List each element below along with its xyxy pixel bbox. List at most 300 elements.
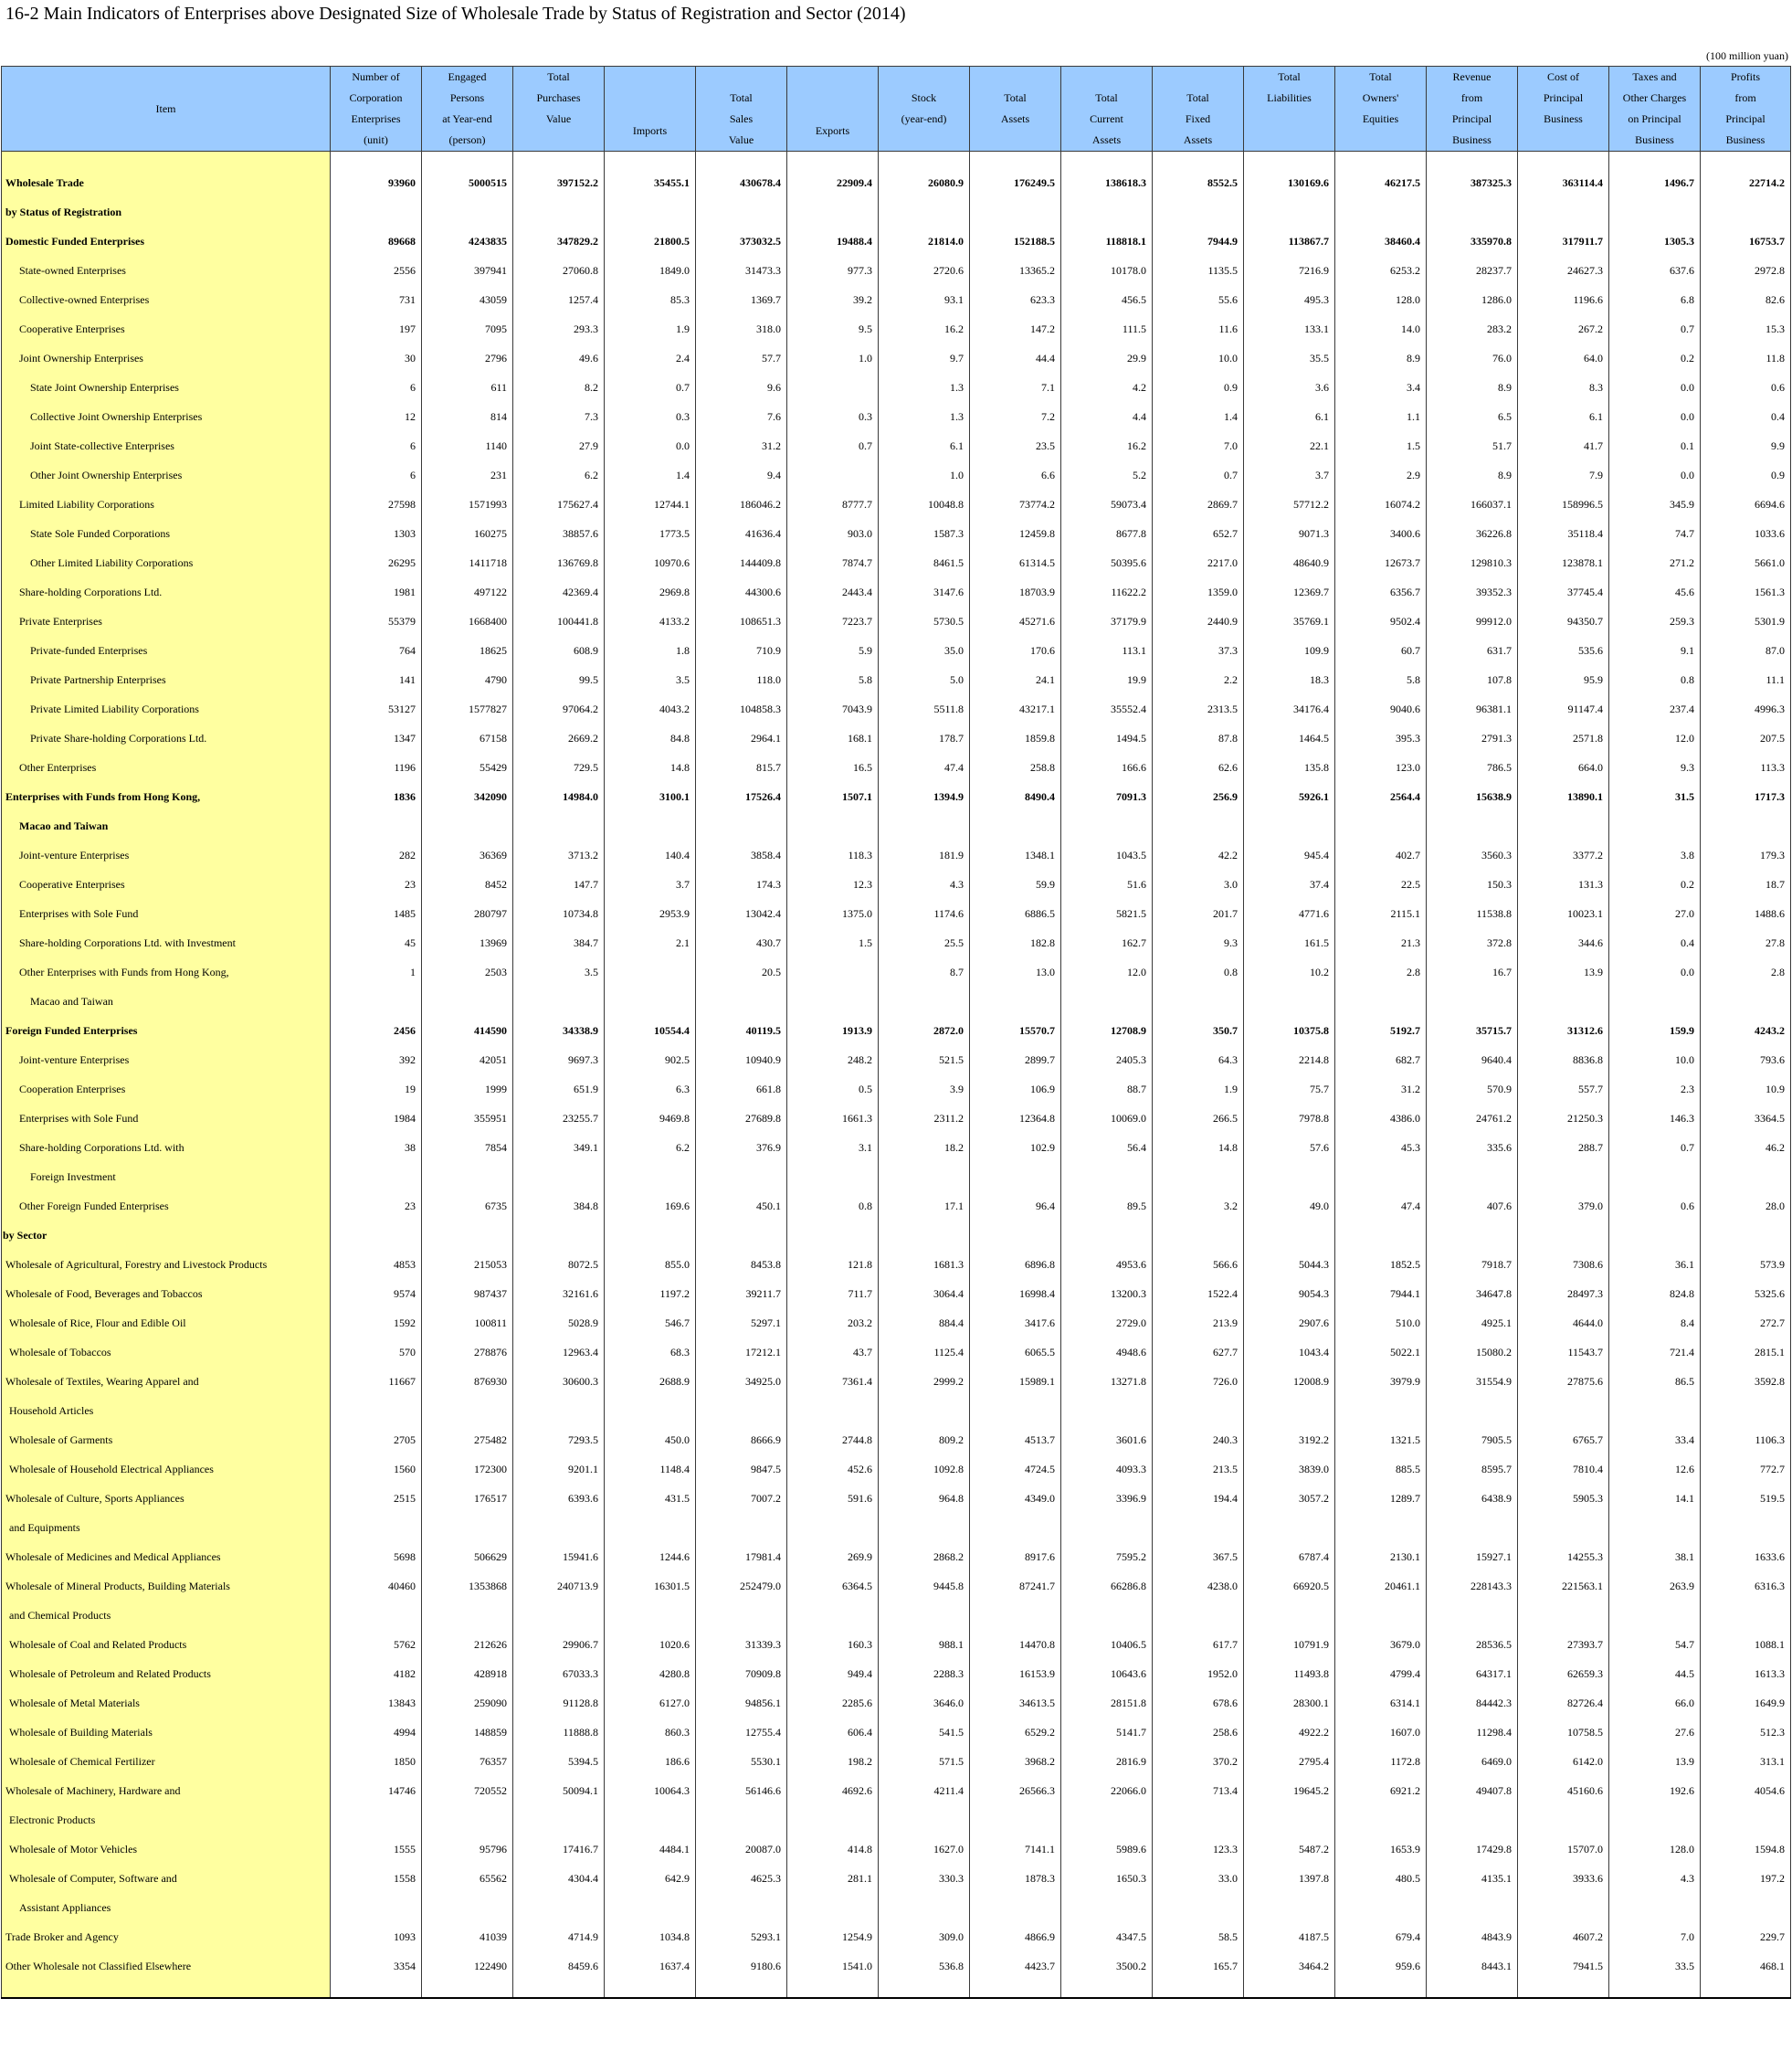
hdr-line: Business: [1452, 133, 1492, 146]
value-cell: 1244.6: [605, 1542, 696, 1571]
value-cell: 24.1: [970, 665, 1061, 694]
value-cell: 66286.8: [1061, 1571, 1153, 1601]
value-cell: [1518, 1513, 1609, 1542]
value-cell: 28497.3: [1518, 1279, 1609, 1308]
value-cell: 19: [331, 1074, 422, 1104]
value-cell: 93.1: [879, 285, 970, 314]
value-cell: [422, 1893, 513, 1922]
value-cell: [605, 957, 696, 987]
value-cell: [513, 1513, 605, 1542]
value-cell: 6.6: [970, 460, 1061, 490]
table-row: [2, 899, 1791, 928]
value-cell: 100441.8: [513, 607, 605, 636]
value-cell: 510.0: [1335, 1308, 1427, 1337]
value-cell: 2869.7: [1153, 490, 1244, 519]
row-label: Joint-venture Enterprises: [2, 840, 331, 870]
row-label: Electronic Products: [2, 1805, 331, 1834]
table-row: [2, 1718, 1791, 1747]
value-cell: 407.6: [1427, 1191, 1518, 1221]
value-cell: 4484.1: [605, 1834, 696, 1864]
value-cell: 9.5: [787, 314, 879, 344]
value-cell: [331, 152, 422, 169]
value-cell: 33.0: [1153, 1864, 1244, 1893]
value-cell: 13.9: [1609, 1747, 1701, 1776]
value-cell: 4054.6: [1701, 1776, 1791, 1805]
value-cell: 1088.1: [1701, 1630, 1791, 1659]
value-cell: 1353868: [422, 1571, 513, 1601]
row-label: Wholesale of Agricultural, Forestry and Livestock Products: [2, 1250, 331, 1279]
value-cell: 160.3: [787, 1630, 879, 1659]
value-cell: 109.9: [1244, 636, 1335, 665]
value-cell: 2744.8: [787, 1425, 879, 1454]
col-persons: [422, 67, 513, 152]
value-cell: 11.1: [1701, 665, 1791, 694]
value-cell: [879, 1221, 970, 1250]
value-cell: [696, 1221, 787, 1250]
value-cell: 207.5: [1701, 724, 1791, 753]
row-label: Wholesale of Metal Materials: [2, 1688, 331, 1718]
value-cell: 84442.3: [1427, 1688, 1518, 1718]
value-cell: 258.6: [1153, 1718, 1244, 1747]
value-cell: 1257.4: [513, 285, 605, 314]
hdr-line: Cost of: [1546, 70, 1579, 83]
value-cell: [970, 1396, 1061, 1425]
hdr-line: Business: [1725, 133, 1766, 146]
value-cell: 1172.8: [1335, 1747, 1427, 1776]
value-cell: [696, 1981, 787, 1998]
value-cell: 4866.9: [970, 1922, 1061, 1951]
value-cell: 1913.9: [787, 1016, 879, 1045]
value-cell: 87.8: [1153, 724, 1244, 753]
value-cell: [879, 1162, 970, 1191]
value-cell: 1577827: [422, 694, 513, 724]
value-cell: 13042.4: [696, 899, 787, 928]
value-cell: 4243835: [422, 227, 513, 256]
value-cell: [513, 811, 605, 840]
value-cell: [970, 1162, 1061, 1191]
value-cell: [1061, 1805, 1153, 1834]
value-cell: 14984.0: [513, 782, 605, 811]
value-cell: 70909.8: [696, 1659, 787, 1688]
value-cell: 33.4: [1609, 1425, 1701, 1454]
value-cell: 10643.6: [1061, 1659, 1153, 1688]
value-cell: [1427, 1162, 1518, 1191]
value-cell: 627.7: [1153, 1337, 1244, 1367]
hdr-line: Total: [730, 91, 753, 104]
value-cell: [605, 1981, 696, 1998]
value-cell: 3.5: [605, 665, 696, 694]
value-cell: 35455.1: [605, 168, 696, 197]
row-label: by Sector: [2, 1221, 331, 1250]
value-cell: 7.0: [1609, 1922, 1701, 1951]
value-cell: 35118.4: [1518, 519, 1609, 548]
value-cell: 64317.1: [1427, 1659, 1518, 1688]
value-cell: 9847.5: [696, 1454, 787, 1484]
value-cell: 1303: [331, 519, 422, 548]
value-cell: 6896.8: [970, 1250, 1061, 1279]
value-cell: 1984: [331, 1104, 422, 1133]
value-cell: 570.9: [1427, 1074, 1518, 1104]
value-cell: 1411718: [422, 548, 513, 577]
value-cell: 682.7: [1335, 1045, 1427, 1074]
value-cell: 22909.4: [787, 168, 879, 197]
value-cell: 1494.5: [1061, 724, 1153, 753]
value-cell: 278876: [422, 1337, 513, 1367]
value-cell: 170.6: [970, 636, 1061, 665]
value-cell: 221563.1: [1518, 1571, 1609, 1601]
value-cell: 272.7: [1701, 1308, 1791, 1337]
value-cell: 135.8: [1244, 753, 1335, 782]
value-cell: 8.9: [1335, 344, 1427, 373]
table-row: [2, 197, 1791, 227]
value-cell: 6694.6: [1701, 490, 1791, 519]
row-label: State Joint Ownership Enterprises: [2, 373, 331, 402]
value-cell: 1.5: [1335, 431, 1427, 460]
item-cell: [2, 1981, 331, 1998]
value-cell: 47.4: [879, 753, 970, 782]
value-cell: 2815.1: [1701, 1337, 1791, 1367]
value-cell: 1560: [331, 1454, 422, 1484]
value-cell: 3364.5: [1701, 1104, 1791, 1133]
col-purchases: [513, 67, 605, 152]
value-cell: 13.9: [1518, 957, 1609, 987]
table-row: [2, 928, 1791, 957]
value-cell: 4994: [331, 1718, 422, 1747]
value-cell: 2964.1: [696, 724, 787, 753]
value-cell: 76.0: [1427, 344, 1518, 373]
value-cell: 31554.9: [1427, 1367, 1518, 1396]
value-cell: 611: [422, 373, 513, 402]
value-cell: 140.4: [605, 840, 696, 870]
col-stock: [879, 67, 970, 152]
value-cell: [1153, 1601, 1244, 1630]
table-row: [2, 1630, 1791, 1659]
value-cell: [1427, 197, 1518, 227]
value-cell: [605, 1513, 696, 1542]
value-cell: 59073.4: [1061, 490, 1153, 519]
value-cell: 5730.5: [879, 607, 970, 636]
value-cell: 2443.4: [787, 577, 879, 607]
value-cell: 4513.7: [970, 1425, 1061, 1454]
table-row: [2, 1747, 1791, 1776]
value-cell: [605, 197, 696, 227]
value-cell: 4724.5: [970, 1454, 1061, 1484]
value-cell: 8552.5: [1153, 168, 1244, 197]
value-cell: 5301.9: [1701, 607, 1791, 636]
value-cell: 113867.7: [1244, 227, 1335, 256]
hdr-line: Sales: [729, 112, 754, 125]
value-cell: 10940.9: [696, 1045, 787, 1074]
value-cell: 5.2: [1061, 460, 1153, 490]
row-label: Collective Joint Ownership Enterprises: [2, 402, 331, 431]
value-cell: [1244, 1601, 1335, 1630]
value-cell: 128.0: [1335, 285, 1427, 314]
value-cell: 2440.9: [1153, 607, 1244, 636]
value-cell: 1633.6: [1701, 1542, 1791, 1571]
value-cell: 108651.3: [696, 607, 787, 636]
row-label: Macao and Taiwan: [2, 811, 331, 840]
value-cell: 1394.9: [879, 782, 970, 811]
value-cell: 428918: [422, 1659, 513, 1688]
value-cell: 20087.0: [696, 1834, 787, 1864]
value-cell: [331, 811, 422, 840]
value-cell: 12744.1: [605, 490, 696, 519]
value-cell: 89668: [331, 227, 422, 256]
value-cell: 5989.6: [1061, 1834, 1153, 1864]
value-cell: 15570.7: [970, 1016, 1061, 1045]
value-cell: 4043.2: [605, 694, 696, 724]
value-cell: [1701, 1805, 1791, 1834]
value-cell: 17212.1: [696, 1337, 787, 1367]
value-cell: 67033.3: [513, 1659, 605, 1688]
value-cell: [1061, 1162, 1153, 1191]
row-label: Assistant Appliances: [2, 1893, 331, 1922]
value-cell: [331, 197, 422, 227]
value-cell: 1613.3: [1701, 1659, 1791, 1688]
value-cell: 7361.4: [787, 1367, 879, 1396]
value-cell: 30600.3: [513, 1367, 605, 1396]
value-cell: 959.6: [1335, 1951, 1427, 1981]
value-cell: 22.1: [1244, 431, 1335, 460]
value-cell: [1244, 1162, 1335, 1191]
value-cell: 1106.3: [1701, 1425, 1791, 1454]
value-cell: 40119.5: [696, 1016, 787, 1045]
value-cell: 363114.4: [1518, 168, 1609, 197]
value-cell: [1153, 1805, 1244, 1834]
value-cell: 0.5: [787, 1074, 879, 1104]
value-cell: 194.4: [1153, 1484, 1244, 1513]
value-cell: [1609, 1893, 1701, 1922]
value-cell: 726.0: [1153, 1367, 1244, 1396]
value-cell: 35769.1: [1244, 607, 1335, 636]
value-cell: 3.5: [513, 957, 605, 987]
value-cell: 1: [331, 957, 422, 987]
value-cell: 1.0: [879, 460, 970, 490]
value-cell: 1541.0: [787, 1951, 879, 1981]
value-cell: 1859.8: [970, 724, 1061, 753]
value-cell: 0.4: [1701, 402, 1791, 431]
table-row: [2, 1454, 1791, 1484]
value-cell: [1427, 1601, 1518, 1630]
value-cell: [605, 811, 696, 840]
value-cell: 535.6: [1518, 636, 1609, 665]
value-cell: 9469.8: [605, 1104, 696, 1133]
value-cell: 27393.7: [1518, 1630, 1609, 1659]
value-cell: 3064.4: [879, 1279, 970, 1308]
value-cell: 7978.8: [1244, 1104, 1335, 1133]
value-cell: [422, 1601, 513, 1630]
value-cell: 45271.6: [970, 607, 1061, 636]
value-cell: [605, 987, 696, 1016]
value-cell: [1701, 1601, 1791, 1630]
value-cell: 16.2: [879, 314, 970, 344]
value-cell: [787, 1981, 879, 1998]
value-cell: 3192.2: [1244, 1425, 1335, 1454]
value-cell: 2816.9: [1061, 1747, 1153, 1776]
value-cell: 573.9: [1701, 1250, 1791, 1279]
col-liabilities: [1244, 67, 1335, 152]
value-cell: 3839.0: [1244, 1454, 1335, 1484]
value-cell: 9.3: [1609, 753, 1701, 782]
table-row: [2, 519, 1791, 548]
table-row: [2, 1659, 1791, 1688]
table-row: [2, 1191, 1791, 1221]
value-cell: 45160.6: [1518, 1776, 1609, 1805]
value-cell: [1427, 1221, 1518, 1250]
value-cell: 2456: [331, 1016, 422, 1045]
value-cell: 7091.3: [1061, 782, 1153, 811]
value-cell: [1609, 1601, 1701, 1630]
value-cell: [1609, 152, 1701, 169]
value-cell: [970, 152, 1061, 169]
value-cell: 12.6: [1609, 1454, 1701, 1484]
table-row: [2, 1279, 1791, 1308]
value-cell: 860.3: [605, 1718, 696, 1747]
value-cell: [1609, 1162, 1701, 1191]
row-label: Trade Broker and Agency: [2, 1922, 331, 1951]
value-cell: 85.3: [605, 285, 696, 314]
value-cell: 8461.5: [879, 548, 970, 577]
value-cell: [879, 987, 970, 1016]
value-cell: 59.9: [970, 870, 1061, 899]
value-cell: 15927.1: [1427, 1542, 1518, 1571]
hdr-line: Profits: [1730, 70, 1760, 83]
value-cell: [696, 987, 787, 1016]
value-cell: 1092.8: [879, 1454, 970, 1484]
table-header: [2, 67, 1791, 152]
col-profits: [1701, 67, 1791, 152]
value-cell: [1427, 152, 1518, 169]
value-cell: 48640.9: [1244, 548, 1335, 577]
value-cell: 3396.9: [1061, 1484, 1153, 1513]
value-cell: 34613.5: [970, 1688, 1061, 1718]
value-cell: 793.6: [1701, 1045, 1791, 1074]
table-row: [2, 987, 1791, 1016]
value-cell: 41636.4: [696, 519, 787, 548]
row-label: Wholesale of Motor Vehicles: [2, 1834, 331, 1864]
value-cell: [331, 1513, 422, 1542]
value-cell: 4347.5: [1061, 1922, 1153, 1951]
value-cell: 12755.4: [696, 1718, 787, 1747]
value-cell: 606.4: [787, 1718, 879, 1747]
value-cell: 10791.9: [1244, 1630, 1335, 1659]
value-cell: 252479.0: [696, 1571, 787, 1601]
value-cell: 4790: [422, 665, 513, 694]
value-cell: [1061, 1513, 1153, 1542]
table-row: [2, 1221, 1791, 1250]
value-cell: [1518, 1396, 1609, 1425]
value-cell: 38857.6: [513, 519, 605, 548]
table-row: [2, 1601, 1791, 1630]
value-cell: 0.4: [1609, 928, 1701, 957]
row-label: Share-holding Corporations Ltd.: [2, 577, 331, 607]
row-label: Other Wholesale not Classified Elsewhere: [2, 1951, 331, 1981]
value-cell: 1661.3: [787, 1104, 879, 1133]
value-cell: 267.2: [1518, 314, 1609, 344]
value-cell: [787, 1893, 879, 1922]
value-cell: [970, 811, 1061, 840]
value-cell: 197.2: [1701, 1864, 1791, 1893]
value-cell: 28.0: [1701, 1191, 1791, 1221]
value-cell: 1.8: [605, 636, 696, 665]
row-label: Macao and Taiwan: [2, 987, 331, 1016]
table-row: [2, 1805, 1791, 1834]
value-cell: 9574: [331, 1279, 422, 1308]
value-cell: [422, 197, 513, 227]
value-cell: 10.9: [1701, 1074, 1791, 1104]
row-label: Wholesale of Medicines and Medical Appliances: [2, 1542, 331, 1571]
value-cell: 3147.6: [879, 577, 970, 607]
value-cell: 4182: [331, 1659, 422, 1688]
value-cell: 10048.8: [879, 490, 970, 519]
table-row: [2, 344, 1791, 373]
value-cell: 6438.9: [1427, 1484, 1518, 1513]
value-cell: 1594.8: [1701, 1834, 1791, 1864]
value-cell: 26295: [331, 548, 422, 577]
hdr-line: Liabilities: [1267, 91, 1312, 104]
value-cell: 2.3: [1609, 1074, 1701, 1104]
row-label: Wholesale of Chemical Fertilizer: [2, 1747, 331, 1776]
value-cell: [696, 1513, 787, 1542]
value-cell: 73774.2: [970, 490, 1061, 519]
value-cell: 128.0: [1609, 1834, 1701, 1864]
value-cell: 731: [331, 285, 422, 314]
value-cell: 4187.5: [1244, 1922, 1335, 1951]
value-cell: [787, 957, 879, 987]
value-cell: 2796: [422, 344, 513, 373]
value-cell: [1518, 1601, 1609, 1630]
value-cell: 23: [331, 870, 422, 899]
value-cell: 36226.8: [1427, 519, 1518, 548]
value-cell: 7216.9: [1244, 256, 1335, 285]
value-cell: 313.1: [1701, 1747, 1791, 1776]
value-cell: 7944.9: [1153, 227, 1244, 256]
value-cell: 38460.4: [1335, 227, 1427, 256]
value-cell: 15707.0: [1518, 1834, 1609, 1864]
value-cell: 118818.1: [1061, 227, 1153, 256]
value-cell: 13.0: [970, 957, 1061, 987]
value-cell: 10.0: [1609, 1045, 1701, 1074]
value-cell: 15638.9: [1427, 782, 1518, 811]
value-cell: 58.5: [1153, 1922, 1244, 1951]
value-cell: 9640.4: [1427, 1045, 1518, 1074]
value-cell: 40460: [331, 1571, 422, 1601]
value-cell: 1286.0: [1427, 285, 1518, 314]
value-cell: 1043.4: [1244, 1337, 1335, 1367]
value-cell: [422, 1513, 513, 1542]
value-cell: 17526.4: [696, 782, 787, 811]
value-cell: 6.5: [1427, 402, 1518, 431]
row-label: Enterprises with Sole Fund: [2, 899, 331, 928]
value-cell: 2405.3: [1061, 1045, 1153, 1074]
value-cell: 161.5: [1244, 928, 1335, 957]
table-row: [2, 1045, 1791, 1074]
value-cell: 22066.0: [1061, 1776, 1153, 1805]
value-cell: [1335, 197, 1427, 227]
value-cell: 384.8: [513, 1191, 605, 1221]
value-cell: 7905.5: [1427, 1425, 1518, 1454]
row-label: Wholesale of Machinery, Hardware and: [2, 1776, 331, 1805]
value-cell: 263.9: [1609, 1571, 1701, 1601]
value-cell: 27.8: [1701, 928, 1791, 957]
value-cell: 5022.1: [1335, 1337, 1427, 1367]
value-cell: 370.2: [1153, 1747, 1244, 1776]
value-cell: 10178.0: [1061, 256, 1153, 285]
value-cell: 176249.5: [970, 168, 1061, 197]
value-cell: 19.9: [1061, 665, 1153, 694]
value-cell: 2729.0: [1061, 1308, 1153, 1337]
value-cell: 5293.1: [696, 1922, 787, 1951]
